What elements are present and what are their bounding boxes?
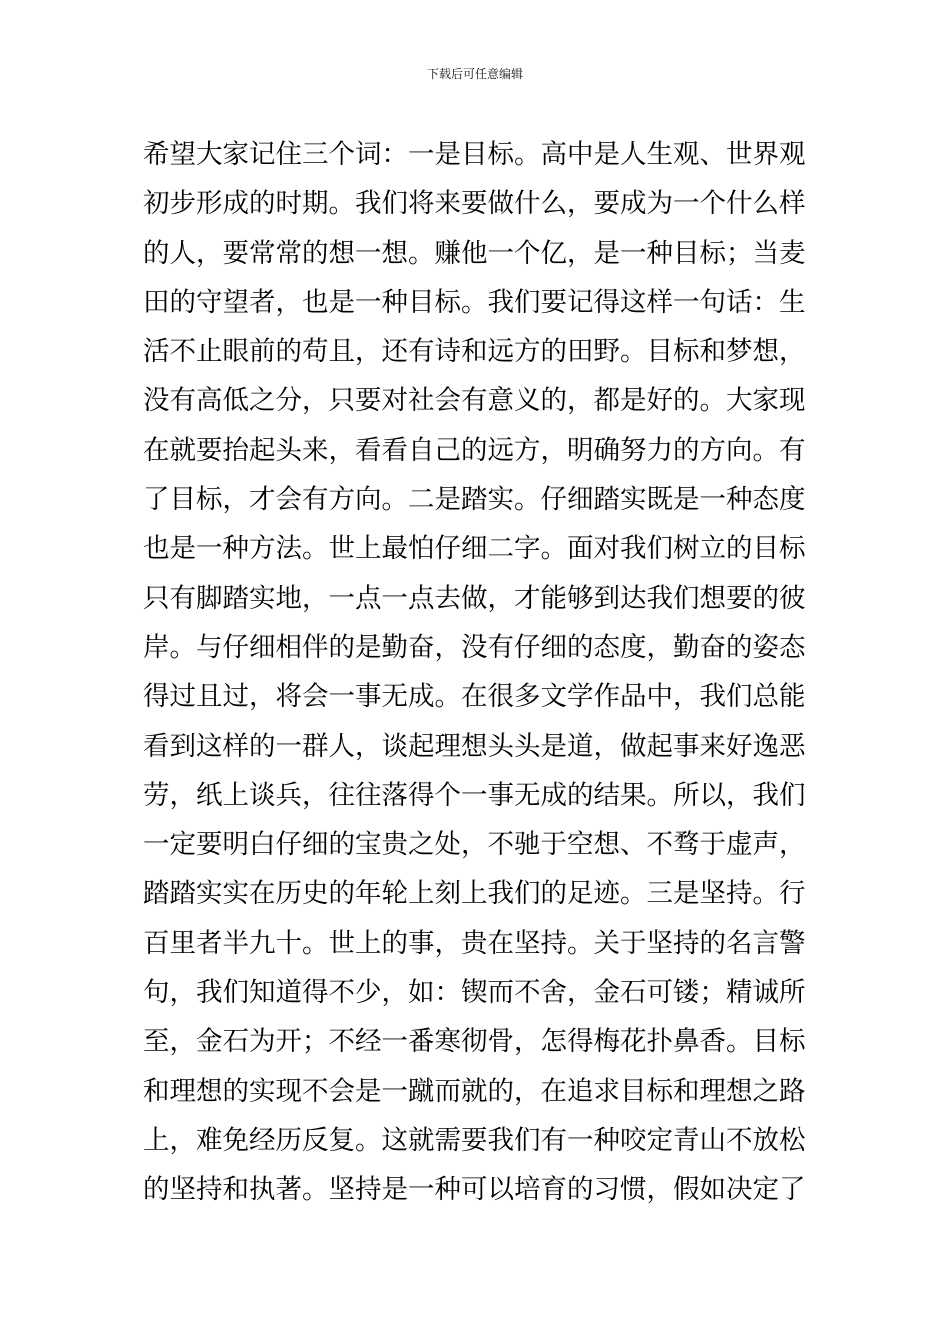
text-line: 百里者半九十。世上的事，贵在坚持。关于坚持的名言警	[143, 927, 806, 959]
text-line: 初步形成的时期。我们将来要做什么，要成为一个什么样	[143, 188, 806, 220]
document-body	[143, 130, 813, 1215]
text-line: 岸。与仔细相伴的是勤奋，没有仔细的态度，勤奋的姿态	[143, 631, 806, 663]
text-line: 活不止眼前的苟且，还有诗和远方的田野。目标和梦想，	[143, 336, 806, 368]
text-line: 一定要明白仔细的宝贵之处，不驰于空想、不骛于虚声，	[143, 829, 806, 861]
text-line: 也是一种方法。世上最怕仔细二字。面对我们树立的目标	[143, 533, 806, 565]
text-line: 句，我们知道得不少，如：锲而不舍，金石可镂；精诚所	[143, 977, 806, 1009]
text-line: 了目标，才会有方向。二是踏实。仔细踏实既是一种态度	[143, 484, 806, 516]
text-line: 看到这样的一群人，谈起理想头头是道，做起事来好逸恶	[143, 730, 806, 762]
text-line: 得过且过，将会一事无成。在很多文学作品中，我们总能	[143, 681, 806, 713]
text-line: 只有脚踏实地，一点一点去做，才能够到达我们想要的彼	[143, 582, 806, 614]
text-line: 上，难免经历反复。这就需要我们有一种咬定青山不放松	[143, 1124, 806, 1156]
text-line: 和理想的实现不会是一蹴而就的，在追求目标和理想之路	[143, 1075, 806, 1107]
text-line: 的人，要常常的想一想。赚他一个亿，是一种目标；当麦	[143, 237, 806, 269]
text-line: 踏踏实实在历史的年轮上刻上我们的足迹。三是坚持。行	[143, 878, 806, 910]
header-caption: 下载后可任意编辑	[426, 67, 523, 81]
page-header	[0, 66, 950, 82]
text-line: 希望大家记住三个词：一是目标。高中是人生观、世界观	[143, 139, 806, 170]
text-line: 在就要抬起头来，看看自己的远方，明确努力的方向。有	[143, 434, 806, 466]
text-line: 的坚持和执著。坚持是一种可以培育的习惯，假如决定了	[143, 1174, 806, 1206]
text-line: 劳，纸上谈兵，往往落得个一事无成的结果。所以，我们	[143, 779, 806, 811]
text-line: 田的守望者，也是一种目标。我们要记得这样一句话：生	[143, 286, 806, 318]
text-line: 至，金石为开；不经一番寒彻骨，怎得梅花扑鼻香。目标	[143, 1026, 806, 1058]
text-line: 没有高低之分，只要对社会有意义的，都是好的。大家现	[143, 385, 806, 417]
